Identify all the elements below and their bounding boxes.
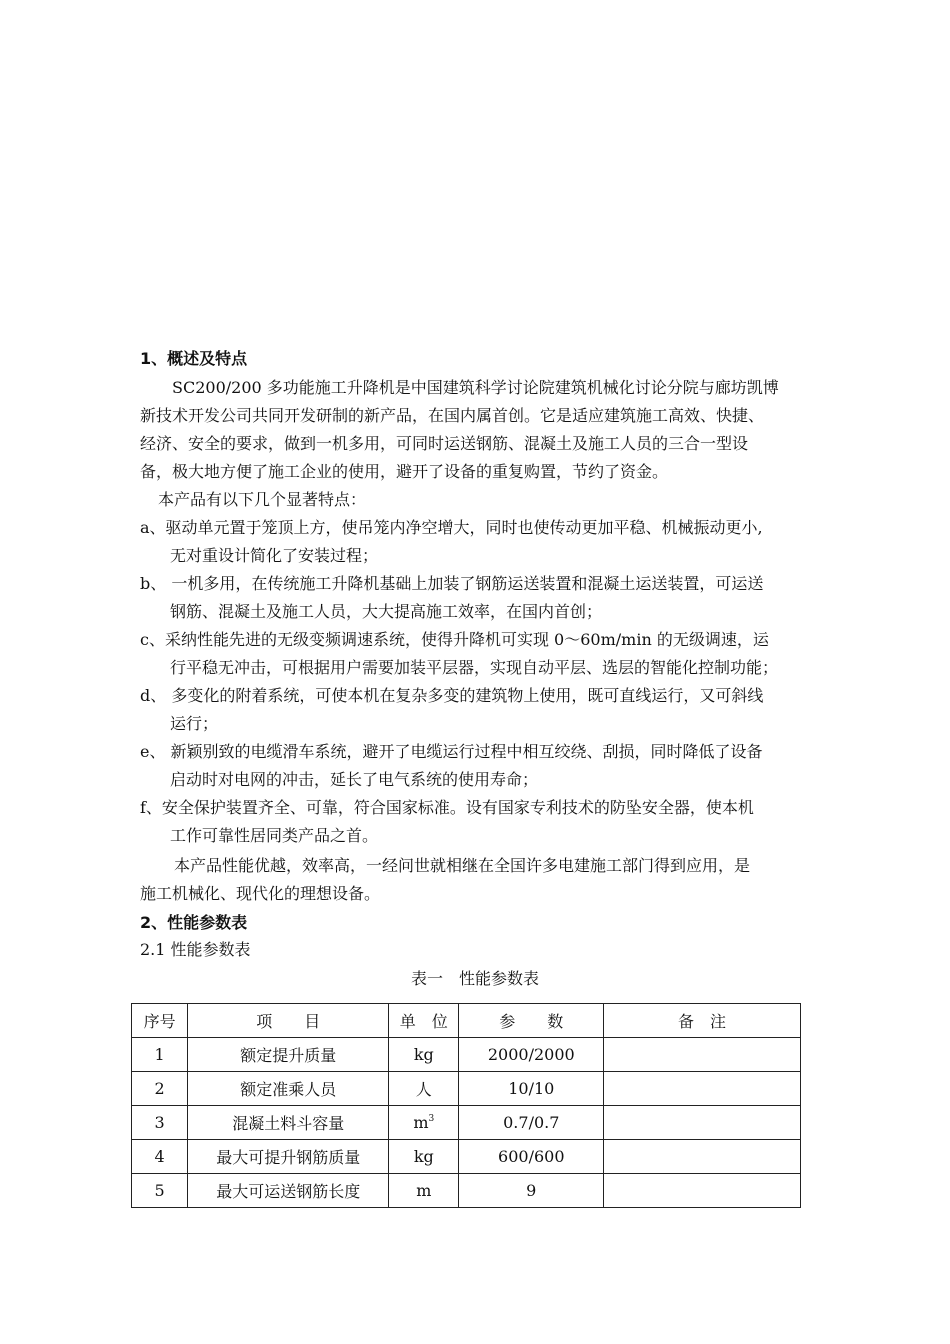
unit-text: kg [413, 1147, 434, 1166]
cell-item: 额定提升质量 [188, 1038, 389, 1072]
unit-text: 人 [415, 1080, 432, 1099]
feature-line: b、 一机多用，在传统施工升降机基础上加装了钢筋运送装置和混凝土运送装置，可运送 [140, 574, 764, 593]
unit-text: m [416, 1181, 432, 1200]
cell-item: 额定准乘人员 [188, 1072, 389, 1106]
unit-text: kg [413, 1045, 434, 1064]
cell-no: 2 [132, 1072, 188, 1106]
cell-no: 3 [132, 1106, 188, 1140]
table-row [132, 1106, 801, 1140]
cell-item: 最大可提升钢筋质量 [188, 1140, 389, 1174]
feature-line: e、 新颖别致的电缆滑车系统，避开了电缆运行过程中相互绞绕、刮损，同时降低了设备 [140, 742, 763, 761]
cell-note [604, 1038, 801, 1072]
cell-unit [389, 1106, 459, 1140]
feature-line: 运行； [170, 714, 219, 733]
cell-value: 0.7/0.7 [459, 1106, 604, 1140]
table-row [132, 1072, 801, 1106]
unit-text: m [413, 1113, 429, 1132]
feature-line: c、采纳性能先进的无级变频调速系统，使得升降机可实现 0～60m/min 的无级调速，运 [140, 630, 769, 649]
cell-no: 4 [132, 1140, 188, 1174]
section-2-1-heading: 2.1 性能参数表 [140, 940, 251, 959]
intro-line: 经济、安全的要求，做到一机多用，可同时运送钢筋、混凝土及施工人员的三合一型设 [140, 434, 749, 453]
cell-no: 5 [132, 1174, 188, 1208]
intro-line: 备，极大地方便了施工企业的使用，避开了设备的重复购置，节约了资金。 [140, 462, 669, 481]
cell-no: 1 [132, 1038, 188, 1072]
feature-line: a、驱动单元置于笼顶上方，使吊笼内净空增大，同时也使传动更加平稳、机械振动更小, [140, 518, 763, 537]
cell-value: 600/600 [459, 1140, 604, 1174]
cell-unit [389, 1038, 459, 1072]
cell-value: 10/10 [459, 1072, 604, 1106]
cell-value: 2000/2000 [459, 1038, 604, 1072]
cell-note [604, 1140, 801, 1174]
section-1-heading: 1、概述及特点 [140, 349, 248, 368]
feature-line: f、安全保护装置齐全、可靠，符合国家标准。设有国家专利技术的防坠安全器，使本机 [140, 798, 754, 817]
intro-line: 新技术开发公司共同开发研制的新产品，在国内属首创。它是适应建筑施工高效、快捷、 [140, 406, 765, 425]
feature-line: 钢筋、混凝土及施工人员，大大提高施工效率，在国内首创； [170, 602, 603, 621]
feature-item-d [140, 682, 830, 738]
header-cell: 备 注 [604, 1004, 801, 1038]
cell-unit [389, 1072, 459, 1106]
parameters-table [131, 1003, 801, 1208]
feature-line: 启动时对电网的冲击，延长了电气系统的使用寿命； [170, 770, 539, 789]
cell-unit [389, 1140, 459, 1174]
feature-item-e [140, 738, 830, 794]
cell-unit [389, 1174, 459, 1208]
unit-superscript: 3 [428, 1114, 435, 1124]
cell-item: 最大可运送钢筋长度 [188, 1174, 389, 1208]
table-row [132, 1140, 801, 1174]
table-row [132, 1038, 801, 1072]
feature-line: 行平稳无冲击，可根据用户需要加装平层器，实现自动平层、选层的智能化控制功能； [170, 658, 779, 677]
closing-line: 本产品性能优越，效率高，一经问世就相继在全国许多电建施工部门得到应用，是 [174, 856, 751, 875]
header-cell: 参 数 [459, 1004, 604, 1038]
feature-line: 工作可靠性居同类产品之首。 [170, 826, 379, 845]
feature-item-a [140, 514, 830, 570]
features-lead: 本产品有以下几个显著特点： [158, 490, 367, 509]
closing-line: 施工机械化、现代化的理想设备。 [140, 884, 381, 903]
section-2-heading: 2、性能参数表 [140, 913, 248, 932]
table-row [132, 1174, 801, 1208]
intro-line: SC200/200 多功能施工升降机是中国建筑科学讨论院建筑机械化讨论分院与廊坊凯博 [172, 378, 779, 397]
cell-note [604, 1174, 801, 1208]
feature-item-f [140, 794, 830, 850]
cell-note [604, 1106, 801, 1140]
feature-line: 无对重设计简化了安装过程； [170, 546, 379, 565]
table-caption: 表一 性能参数表 [410, 969, 539, 988]
cell-note [604, 1072, 801, 1106]
header-cell: 单 位 [389, 1004, 459, 1038]
feature-item-c [140, 626, 830, 682]
table-header-row [132, 1004, 801, 1038]
header-cell: 序号 [132, 1004, 188, 1038]
header-cell: 项 目 [188, 1004, 389, 1038]
feature-item-b [140, 570, 830, 626]
cell-item: 混凝土料斗容量 [188, 1106, 389, 1140]
cell-value: 9 [459, 1174, 604, 1208]
feature-line: d、 多变化的附着系统，可使本机在复杂多变的建筑物上使用，既可直线运行，又可斜线 [140, 686, 764, 705]
